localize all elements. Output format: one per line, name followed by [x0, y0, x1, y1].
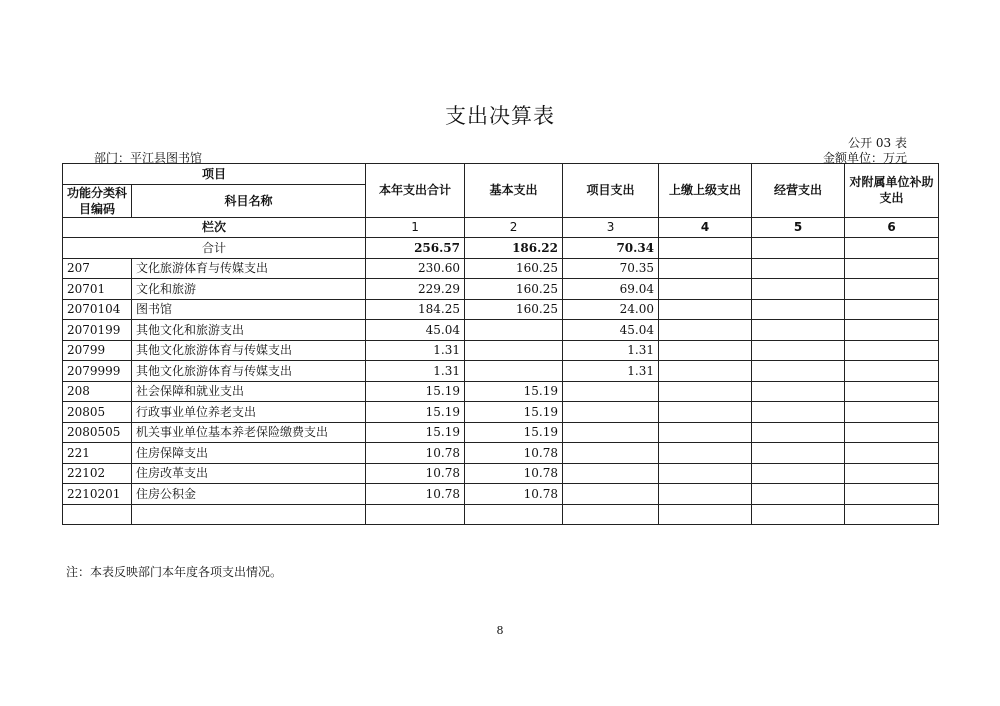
header-num: 2: [465, 217, 563, 238]
row-value: [845, 402, 939, 423]
row-value: 70.35: [563, 258, 659, 279]
row-name: 住房公积金: [132, 484, 366, 505]
row-name: 行政事业单位养老支出: [132, 402, 366, 423]
header-col5: 经营支出: [752, 164, 845, 218]
row-value: [845, 340, 939, 361]
total-label: 合计: [63, 238, 366, 259]
table-body: [63, 258, 939, 525]
header-num: 6: [845, 217, 939, 238]
total-value: [659, 238, 752, 259]
row-code: 20805: [63, 402, 132, 423]
row-value: [845, 299, 939, 320]
row-value: [659, 381, 752, 402]
expenditure-table: [62, 163, 939, 525]
row-value: [752, 279, 845, 300]
header-row-label: 栏次: [63, 217, 366, 238]
table-row: [63, 381, 939, 402]
row-value: 1.31: [563, 361, 659, 382]
row-value: [752, 340, 845, 361]
header-col1: 本年支出合计: [366, 164, 465, 218]
table-row: [63, 402, 939, 423]
table-row: [63, 463, 939, 484]
total-value: 186.22: [465, 238, 563, 259]
table-row: [63, 279, 939, 300]
page-number: 8: [496, 624, 504, 637]
header-row-project: [63, 164, 939, 185]
total-value: [752, 238, 845, 259]
row-value: 230.60: [366, 258, 465, 279]
total-value: [845, 238, 939, 259]
row-value: [845, 320, 939, 341]
row-value: [563, 402, 659, 423]
row-code: 2070104: [63, 299, 132, 320]
row-value: [465, 504, 563, 525]
header-col3: 项目支出: [563, 164, 659, 218]
header-col6: 对附属单位补助支出: [845, 164, 939, 218]
unit-label: 金额单位：万元: [822, 151, 907, 165]
row-value: 1.31: [366, 340, 465, 361]
row-value: [845, 443, 939, 464]
row-value: [752, 361, 845, 382]
total-value: 70.34: [563, 238, 659, 259]
header-row-numbers: [63, 217, 939, 238]
table-row: [63, 299, 939, 320]
table-row: [63, 504, 939, 525]
row-value: 1.31: [366, 361, 465, 382]
row-value: 24.00: [563, 299, 659, 320]
row-code: 207: [63, 258, 132, 279]
row-value: [465, 320, 563, 341]
row-value: [845, 279, 939, 300]
row-value: [465, 340, 563, 361]
header-col2: 基本支出: [465, 164, 563, 218]
row-value: [563, 381, 659, 402]
row-value: [563, 463, 659, 484]
row-value: 10.78: [366, 443, 465, 464]
row-value: [845, 463, 939, 484]
row-value: [845, 258, 939, 279]
page-title: 支出决算表: [445, 104, 555, 128]
row-value: [752, 381, 845, 402]
total-value: 256.57: [366, 238, 465, 259]
row-code: 2079999: [63, 361, 132, 382]
table-row: [63, 484, 939, 505]
row-value: 10.78: [465, 484, 563, 505]
row-value: [752, 484, 845, 505]
row-value: [659, 258, 752, 279]
row-name: 其他文化和旅游支出: [132, 320, 366, 341]
row-code: 2070199: [63, 320, 132, 341]
row-name: 文化旅游体育与传媒支出: [132, 258, 366, 279]
row-value: 15.19: [366, 422, 465, 443]
row-value: [659, 504, 752, 525]
row-value: [752, 504, 845, 525]
row-code: 20701: [63, 279, 132, 300]
row-code: 2210201: [63, 484, 132, 505]
row-value: [659, 443, 752, 464]
row-value: [659, 361, 752, 382]
table-row: [63, 258, 939, 279]
row-value: 160.25: [465, 258, 563, 279]
row-name: 文化和旅游: [132, 279, 366, 300]
row-value: [659, 463, 752, 484]
table-row: [63, 422, 939, 443]
row-value: [845, 422, 939, 443]
row-value: 15.19: [366, 381, 465, 402]
table-row: [63, 443, 939, 464]
header-func-code: 功能分类科目编码: [63, 184, 132, 217]
row-value: [752, 463, 845, 484]
row-value: 160.25: [465, 299, 563, 320]
row-name: 其他文化旅游体育与传媒支出: [132, 340, 366, 361]
header-num: 1: [366, 217, 465, 238]
header-project: 项目: [63, 164, 366, 185]
row-value: 15.19: [465, 402, 563, 423]
row-name: [132, 504, 366, 525]
department-label: 部门：平江县图书馆: [94, 151, 203, 165]
row-value: 15.19: [465, 422, 563, 443]
row-value: 69.04: [563, 279, 659, 300]
row-value: 184.25: [366, 299, 465, 320]
row-value: [659, 279, 752, 300]
row-value: [659, 320, 752, 341]
row-code: [63, 504, 132, 525]
row-name: 其他文化旅游体育与传媒支出: [132, 361, 366, 382]
row-value: 45.04: [366, 320, 465, 341]
row-value: 45.04: [563, 320, 659, 341]
row-value: [752, 443, 845, 464]
row-value: [563, 422, 659, 443]
row-value: [563, 504, 659, 525]
row-value: [752, 402, 845, 423]
row-value: [659, 402, 752, 423]
table-code: 公开 03 表: [848, 136, 907, 150]
row-value: [659, 422, 752, 443]
header-num: 5: [752, 217, 845, 238]
row-value: 10.78: [366, 484, 465, 505]
row-value: 15.19: [366, 402, 465, 423]
row-code: 2080505: [63, 422, 132, 443]
row-value: [845, 504, 939, 525]
header-col4: 上缴上级支出: [659, 164, 752, 218]
row-name: 机关事业单位基本养老保险缴费支出: [132, 422, 366, 443]
row-value: [845, 484, 939, 505]
row-value: 15.19: [465, 381, 563, 402]
row-value: [659, 484, 752, 505]
row-value: [752, 422, 845, 443]
row-value: [752, 320, 845, 341]
row-name: 图书馆: [132, 299, 366, 320]
header-num: 3: [563, 217, 659, 238]
row-value: 229.29: [366, 279, 465, 300]
row-code: 22102: [63, 463, 132, 484]
header-subject-name: 科目名称: [132, 184, 366, 217]
row-value: [563, 484, 659, 505]
row-name: 住房改革支出: [132, 463, 366, 484]
total-row: [63, 238, 939, 259]
row-value: [752, 258, 845, 279]
row-code: 208: [63, 381, 132, 402]
header-num: 4: [659, 217, 752, 238]
row-value: 1.31: [563, 340, 659, 361]
row-name: 社会保障和就业支出: [132, 381, 366, 402]
row-code: 20799: [63, 340, 132, 361]
table-row: [63, 340, 939, 361]
row-value: [563, 443, 659, 464]
table-row: [63, 361, 939, 382]
row-code: 221: [63, 443, 132, 464]
row-value: 10.78: [465, 463, 563, 484]
row-value: [659, 299, 752, 320]
row-value: [752, 299, 845, 320]
row-name: 住房保障支出: [132, 443, 366, 464]
row-value: [659, 340, 752, 361]
row-value: [366, 504, 465, 525]
row-value: 10.78: [366, 463, 465, 484]
row-value: 10.78: [465, 443, 563, 464]
row-value: 160.25: [465, 279, 563, 300]
row-value: [845, 361, 939, 382]
table-row: [63, 320, 939, 341]
row-value: [845, 381, 939, 402]
table-note: 注：本表反映部门本年度各项支出情况。: [66, 565, 283, 579]
row-value: [465, 361, 563, 382]
